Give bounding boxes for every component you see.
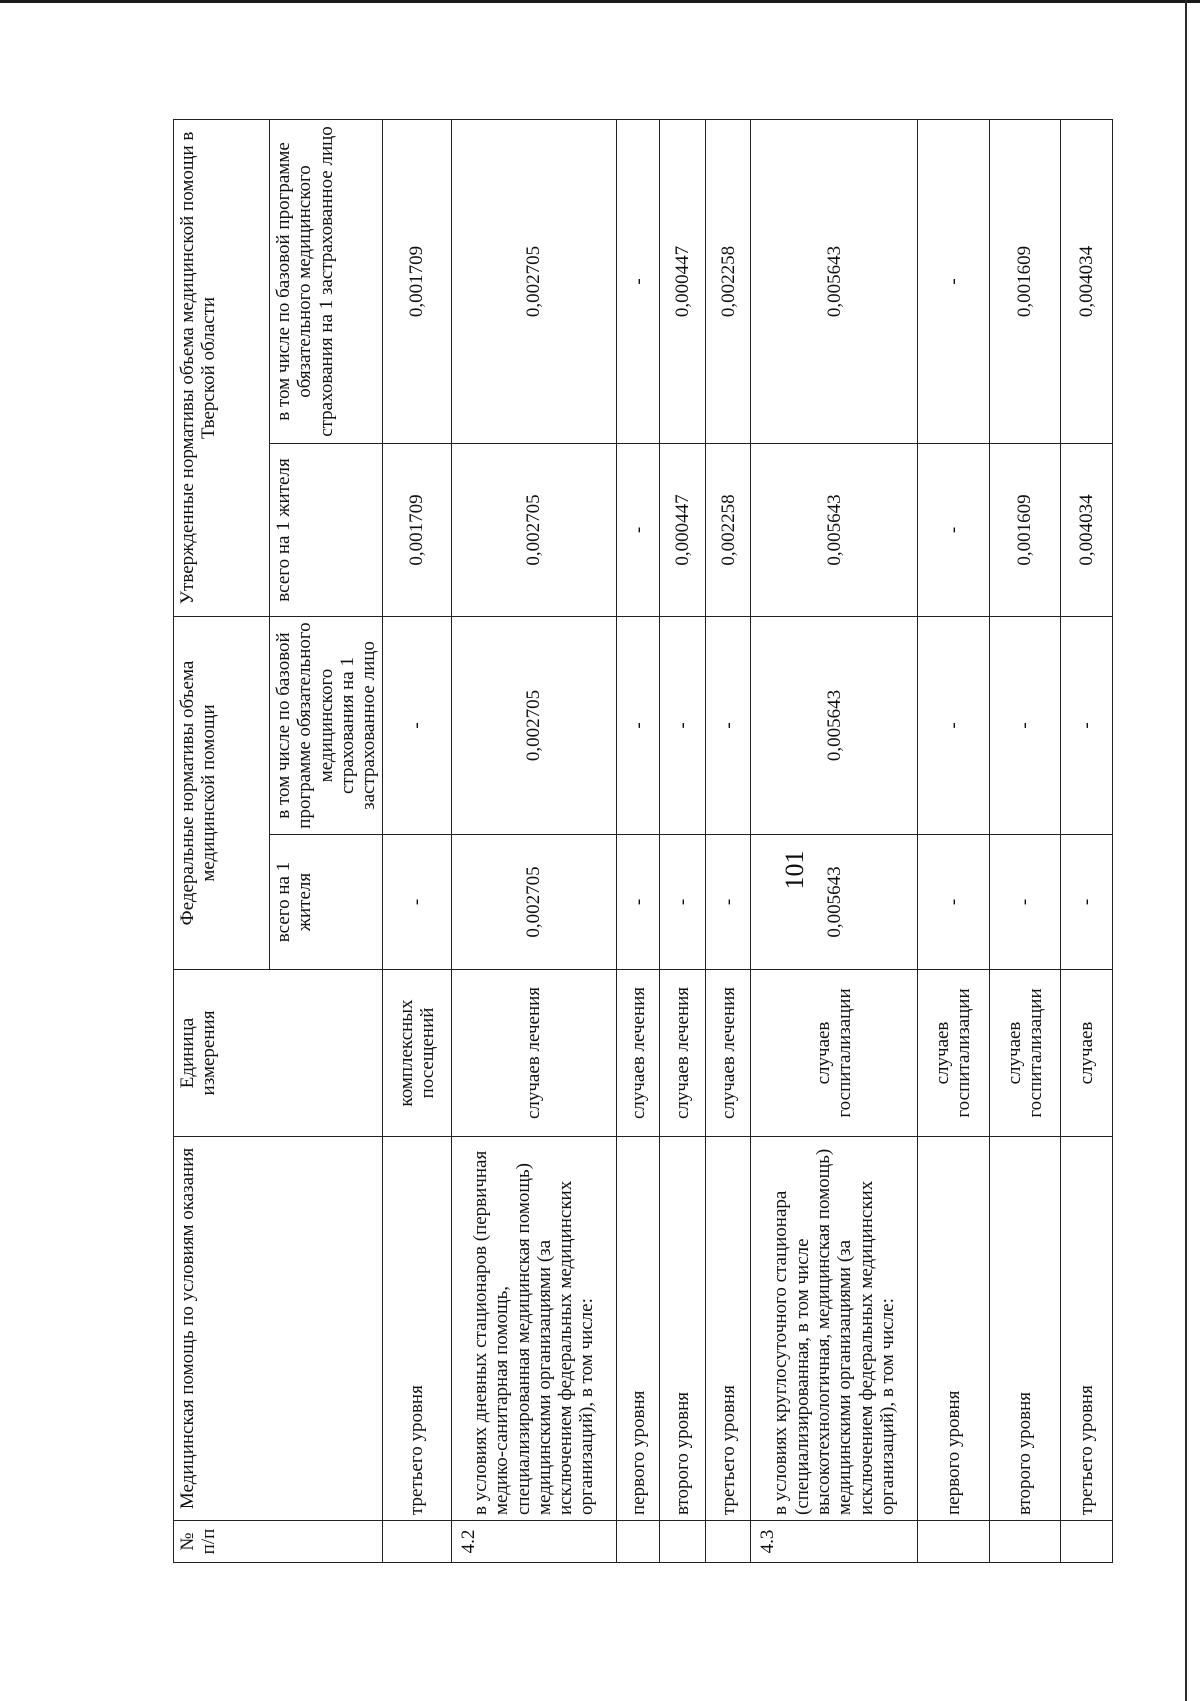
- norms-table: [173, 119, 1113, 1563]
- row-num: [705, 1521, 750, 1563]
- row-appr-total: 0,001709: [383, 444, 451, 617]
- row-appr-insured: 0,001709: [383, 119, 451, 443]
- table-row: [989, 119, 1060, 1562]
- table-row: [705, 119, 750, 1562]
- row-unit: случаев госпитализации: [918, 970, 989, 1137]
- row-appr-insured: -: [617, 119, 660, 443]
- row-unit: случаев лечения: [451, 970, 617, 1137]
- header-federal-total: всего на 1 жителя: [270, 835, 383, 970]
- header-approved: Утвержденные нормативы объема медицинской помощи в Тверской области: [174, 119, 270, 616]
- table-row: [918, 119, 989, 1562]
- row-fed-insured: -: [660, 617, 705, 835]
- row-num: 4.3: [751, 1521, 918, 1563]
- page-number: 101: [780, 850, 809, 890]
- header-num: № п/п: [174, 1521, 383, 1563]
- row-fed-total: -: [1060, 835, 1112, 970]
- table-row: [660, 119, 705, 1562]
- row-fed-insured: 0,002705: [451, 617, 617, 835]
- row-fed-total: -: [660, 835, 705, 970]
- row-appr-total: -: [918, 444, 989, 617]
- row-num: [989, 1521, 1060, 1563]
- row-unit: случаев: [1060, 970, 1112, 1137]
- row-appr-total: -: [617, 444, 660, 617]
- row-fed-total: -: [383, 835, 451, 970]
- header-approved-total: всего на 1 жителя: [270, 444, 383, 617]
- row-type: в условиях дневных стационаров (первичная медико-санитарная помощь, специализированная медицинская помощь) медицинскими организациями (за исключением федеральных медицинских организаций), в том числе:: [451, 1137, 617, 1521]
- row-fed-total: -: [617, 835, 660, 970]
- scan-top-edge: [0, 0, 1200, 3]
- row-appr-insured: -: [918, 119, 989, 443]
- row-appr-total: 0,001609: [989, 444, 1060, 617]
- row-appr-insured: 0,005643: [751, 119, 918, 443]
- row-appr-total: 0,002258: [705, 444, 750, 617]
- table-frame: [173, 120, 1113, 1563]
- row-type: второго уровня: [660, 1137, 705, 1521]
- row-appr-insured: 0,000447: [660, 119, 705, 443]
- row-fed-total: -: [705, 835, 750, 970]
- row-num: [918, 1521, 989, 1563]
- row-num: [660, 1521, 705, 1563]
- table-row: [617, 119, 660, 1562]
- table-row: [451, 119, 617, 1562]
- row-fed-total: 0,005643: [751, 835, 918, 970]
- row-unit: случаев лечения: [705, 970, 750, 1137]
- table-row: [1060, 119, 1112, 1562]
- row-appr-insured: 0,001609: [989, 119, 1060, 443]
- row-num: 4.2: [451, 1521, 617, 1563]
- row-fed-insured: -: [383, 617, 451, 835]
- row-unit: случаев госпитализации: [751, 970, 918, 1137]
- row-num: [383, 1521, 451, 1563]
- row-appr-insured: 0,002258: [705, 119, 750, 443]
- row-unit: случаев лечения: [660, 970, 705, 1137]
- header-unit: Единица измерения: [174, 970, 383, 1137]
- row-fed-insured: -: [705, 617, 750, 835]
- row-type: первого уровня: [918, 1137, 989, 1521]
- row-appr-total: 0,002705: [451, 444, 617, 617]
- row-fed-insured: -: [1060, 617, 1112, 835]
- row-type: третьего уровня: [1060, 1137, 1112, 1521]
- row-fed-insured: -: [617, 617, 660, 835]
- table-row: [383, 119, 451, 1562]
- row-type: третьего уровня: [383, 1137, 451, 1521]
- row-unit: комплексных посещений: [383, 970, 451, 1137]
- row-appr-total: 0,000447: [660, 444, 705, 617]
- row-type: первого уровня: [617, 1137, 660, 1521]
- row-fed-insured: 0,005643: [751, 617, 918, 835]
- row-fed-insured: -: [989, 617, 1060, 835]
- row-num: [1060, 1521, 1112, 1563]
- header-federal: Федеральные нормативы объема медицинской помощи: [174, 617, 270, 970]
- row-appr-total: 0,004034: [1060, 444, 1112, 617]
- row-num: [617, 1521, 660, 1563]
- row-unit: случаев лечения: [617, 970, 660, 1137]
- row-fed-total: -: [989, 835, 1060, 970]
- header-federal-insured: в том числе по базовой программе обязательного медицинского страхования на 1 застрахованное лицо: [270, 617, 383, 835]
- scan-right-edge: [1185, 0, 1187, 1701]
- row-fed-total: 0,002705: [451, 835, 617, 970]
- row-unit: случаев госпитализации: [989, 970, 1060, 1137]
- row-fed-total: -: [918, 835, 989, 970]
- row-type: в условиях круглосуточного стационара (специализированная, в том числе высокотехнологичная, медицинская помощь) медицинскими организациями (за исключением федеральных медицинских организаций), в том числе:: [751, 1137, 918, 1521]
- header-approved-insured: в том числе по базовой программе обязательного медицинского страхования на 1 застрахованное лицо: [270, 119, 383, 443]
- row-fed-insured: -: [918, 617, 989, 835]
- row-type: второго уровня: [989, 1137, 1060, 1521]
- table-row: [751, 119, 918, 1562]
- header-type: Медицинская помощь по условиям оказания: [174, 1137, 383, 1521]
- row-appr-insured: 0,002705: [451, 119, 617, 443]
- row-appr-total: 0,005643: [751, 444, 918, 617]
- row-type: третьего уровня: [705, 1137, 750, 1521]
- row-appr-insured: 0,004034: [1060, 119, 1112, 443]
